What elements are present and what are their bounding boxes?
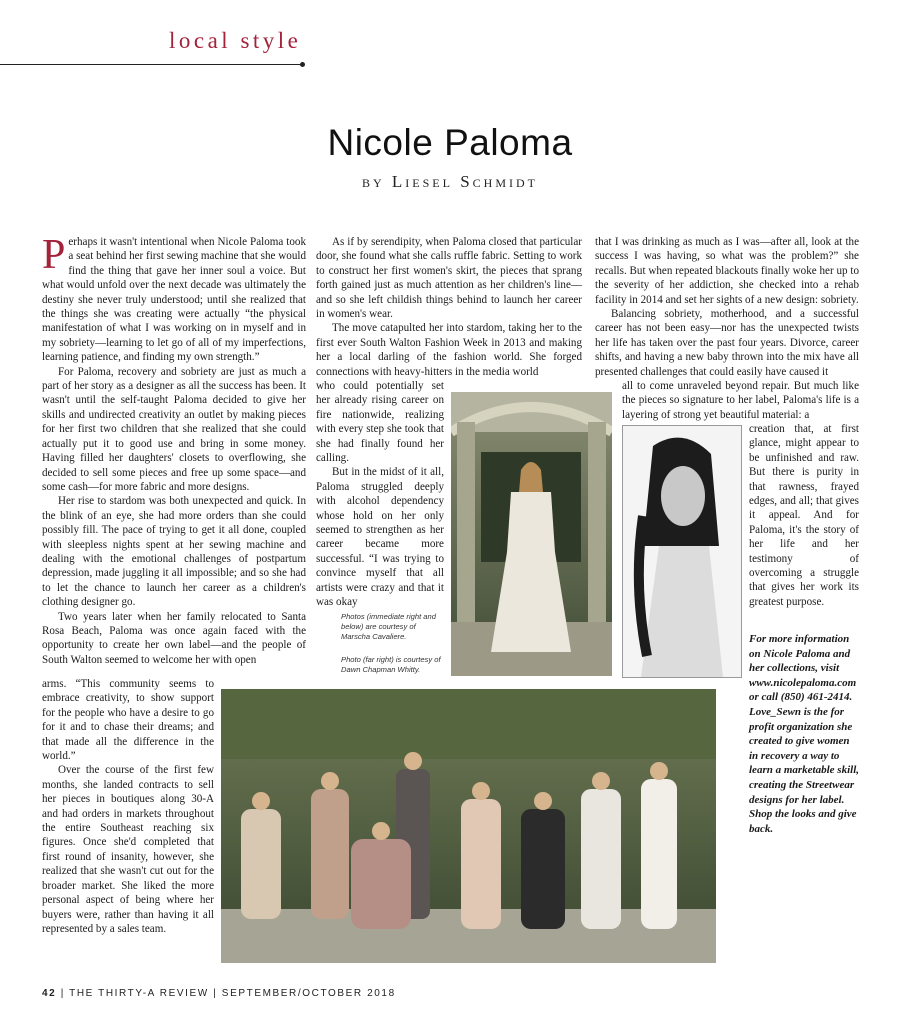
column-1 (42, 232, 306, 667)
header-rule-dot (300, 62, 305, 67)
col1-paragraph-1 (42, 232, 306, 365)
col1-paragraph-5: Over the course of the first few months, she landed contracts to sell her pieces in boutiques along 30-A and had orders in markets throughout the entire Southeast reaching six figures. Once she'd completed that first round of insanity, however, she realized that she wasn't cut out for the broader market. She liked the more personal aspect of being where her buyers were, rather than having it all represented by a sales team. (42, 764, 214, 935)
column-2 (316, 235, 582, 379)
article-title: Nicole Paloma (327, 122, 573, 163)
col3-paragraph-2-end: creation that, at first glance, might appear to be unfinished and raw. But there is purity in that rawness, frayed edges, and all; that gives it appeal. And for Paloma, it's the story of her life and her testimony of overcoming a struggle that gives her work its greatest purpose. (749, 423, 859, 608)
section-label: local style (169, 28, 302, 53)
col1-p1-text: erhaps it wasn't intentional when Nicole Paloma took a seat behind her first sewing machine that she would find the thing that gave her inner soul a voice. But what would unfold over the next decade was ultimately the destiny she never truly understood; until she realized that the things she was creating were actually “the physical manifestation of what I was working on in myself and in my sobriety—learning to let go of all of my imperfections, learning patience, and finding my own strength.” (42, 236, 306, 364)
info-box: For more information on Nicole Paloma and her collections, visit www.nicolepaloma.com or call (850) 461-2414. Love_Sewn is the for profit organization she created to give women in recovery a way to learn a marketable skill, creating the Streetwear designs for her label. Shop the looks and give back. (749, 633, 859, 835)
footer-issue: SEPTEMBER/OCTOBER 2018 (221, 988, 396, 999)
photo-portrait (622, 425, 742, 678)
col1-paragraph-3: Her rise to stardom was both unexpected and quick. In the blink of an eye, she had more orders than she could possibly fill. The pace of trying to get it all done, coupled with sleepless nights spent at her sewing machine and dealing with the emotional challenges of postpartum depression, made juggling it all impossible; and so she had to let the chance to launch her career as a children's clothing designer go. (42, 495, 306, 609)
column-3 (595, 235, 859, 379)
column-3-narrow (749, 422, 859, 609)
photo-caption-1: Photos (immediate right and below) are courtesy of Marscha Cavaliere. (341, 612, 436, 641)
footer-separator-2: | (213, 988, 218, 999)
column-1-lower (42, 677, 214, 936)
page-number: 42 (42, 988, 57, 999)
col2-paragraph-3: But in the midst of it all, Paloma struggled deeply with alcohol dependency whose hold on her only seemed to strengthen as her career became more successful. “I was trying to convince myself that all artists were crazy and that it was okay (316, 466, 444, 609)
col2-paragraph-2: The move catapulted her into stardom, taking her to the first ever South Walton Fashion Week in 2013 and making her a local darling of the fashion world. She forged connections with heavy-hitters in the media world (316, 322, 582, 378)
column-2-narrow (316, 379, 444, 610)
col1-paragraph-2: For Paloma, recovery and sobriety are just as much a part of her story as a designer as all the success has been. It wasn't until the self-taught Paloma decided to give her skills and undirected creativity an outlet by making pieces for her first two children that she realized that she could actually put it to good use and bring in some money. Having filled her daughters' closets to overflowing, she decided to sell some pieces and free up some space—and some cash—for more fabric and more designs. (42, 365, 306, 493)
col3-paragraph-2-cont: all to come unraveled beyond repair. But much like the pieces so signature to her label, Paloma's life is a layering of strong yet beautiful material: a (622, 380, 859, 421)
column-3-cont (622, 379, 859, 422)
photo-caption-2: Photo (far right) is courtesy of Dawn Chapman Whitty. (341, 655, 441, 674)
col1-paragraph-4: Two years later when her family relocated to Santa Rosa Beach, Paloma was once again faced with the opportunity to create her own label—and the people of South Walton seemed to welcome her with open (42, 610, 306, 666)
col1-paragraph-4-cont: arms. “This community seems to embrace creativity, to show support for the people who have a desire to go for it and to chase their dreams; and that made all the difference in the world.” (42, 678, 214, 763)
article-byline (0, 172, 900, 192)
byline-text: by Liesel Schmidt (361, 172, 538, 191)
gazebo-gown-illustration (451, 392, 612, 676)
footer-publication: THE THIRTY-A REVIEW (69, 988, 209, 999)
page-footer (42, 988, 396, 999)
col2-paragraph-1: As if by serendipity, when Paloma closed that particular door, she found what she calls ruffle fabric. Setting to work to construct her first women's skirt, the pieces that sprang forth gained just as much attention as her children's line—and so she left childish things behind to launch her career in women's wear. (316, 236, 582, 321)
col3-paragraph-2: Balancing sobriety, motherhood, and a successful career has not been easy—nor has the unexpected twists her life has taken over the past four years. Divorce, career shifts, and having a new baby thrown into the mix have all presented challenges that could easily have caused it (595, 308, 859, 378)
photo-group (221, 689, 716, 963)
photo-gazebo-gown (451, 392, 612, 676)
footer-separator-1: | (60, 988, 65, 999)
group-illustration (221, 689, 716, 963)
col3-paragraph-1: that I was drinking as much as I was—after all, look at the success I was having, so what was the problem?” she recalls. But when repeated blackouts finally woke her up to the severity of her addiction, she checked into a rehab facility in 2014 and set her sights of a new design: sobriety. (595, 236, 859, 306)
col2-paragraph-2-cont: who could potentially set her already rising career on fire nationwide, realizing with every step she took that she had finally found her calling. (316, 380, 444, 465)
portrait-illustration (623, 426, 741, 677)
dropcap-letter: P (42, 232, 66, 278)
header-rule (0, 64, 302, 65)
